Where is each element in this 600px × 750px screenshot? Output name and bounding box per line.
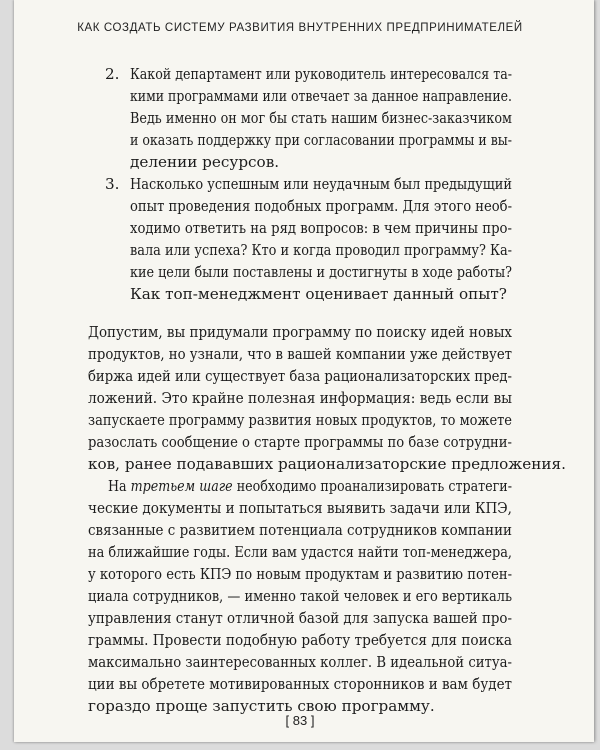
paragraph-line: управления станут отличной базой для запуска вашей про- xyxy=(88,609,512,627)
paragraph-first-line xyxy=(108,476,512,496)
text-run: На xyxy=(108,477,131,495)
italic-emphasis: третьем шаге xyxy=(130,477,233,495)
list-line: Ведь именно он мог бы стать нашим бизнес-заказчиком xyxy=(130,109,512,127)
paragraph-line: биржа идей или существует база рационализаторских пред- xyxy=(88,367,512,385)
list-line: делении ресурсов. xyxy=(130,153,280,171)
paragraph-line: циала сотрудников, — именно такой человек и его вертикаль xyxy=(88,587,512,605)
paragraph-line: разослать сообщение о старте программы по базе сотрудни- xyxy=(88,433,512,451)
paragraph-line: Допустим, вы придумали программу по поиску идей новых xyxy=(88,323,512,341)
list-line: кие цели были поставлены и достигнуты в ходе работы? xyxy=(130,263,512,281)
paragraph-line: ложений. Это крайне полезная информация: ведь если вы xyxy=(88,389,512,407)
paragraph-line: на ближайшие годы. Если вам удастся найти топ-менеджера, xyxy=(88,543,512,561)
paragraph-line: связанные с развитием потенциала сотрудников компании xyxy=(88,521,512,539)
paragraph-line: ческие документы и попытаться выявить задачи или КПЭ, xyxy=(88,499,512,517)
list-line: кими программами или отвечает за данное направление. xyxy=(130,87,512,105)
list-line: вала или успеха? Кто и когда проводил программу? Ка- xyxy=(130,241,512,259)
list-line: ходимо ответить на ряд вопросов: в чем причины про- xyxy=(130,219,512,237)
list-line: Какой департамент или руководитель интересовался та- xyxy=(130,65,512,83)
page-number: [ 83 ] xyxy=(285,713,315,728)
running-head: КАК СОЗДАТЬ СИСТЕМУ РАЗВИТИЯ ВНУТРЕННИХ ПРЕДПРИНИМАТЕЛЕЙ xyxy=(77,22,523,34)
paragraph-line: ков, ранее подававших рационализаторские предложения. xyxy=(88,455,566,473)
list-line: опыт проведения подобных программ. Для этого необ- xyxy=(130,197,512,215)
paragraph-line: граммы. Провести подобную работу требуется для поиска xyxy=(88,631,512,649)
list-number: 2. xyxy=(105,65,120,83)
list-number: 3. xyxy=(105,175,120,193)
paragraph-line: максимально заинтересованных коллег. В идеальной ситуа- xyxy=(88,653,512,671)
paragraph-line: у которого есть КПЭ по новым продуктам и развитию потен- xyxy=(88,565,512,583)
paragraph-line: продуктов, но узнали, что в вашей компании уже действует xyxy=(88,345,512,363)
list-line: и оказать поддержку при согласовании программы и вы- xyxy=(130,131,512,149)
paragraph-line: запускаете программу развития новых продуктов, то можете xyxy=(88,411,512,429)
text-run: необходимо проанализировать стратеги- xyxy=(232,477,512,495)
list-line: Насколько успешным или неудачным был предыдущий xyxy=(130,175,512,193)
paragraph-line: гораздо проще запустить свою программу. xyxy=(88,697,435,715)
paragraph-line: ции вы обретете мотивированных сторонников и вам будет xyxy=(88,675,512,693)
list-line: Как топ-менеджмент оценивает данный опыт? xyxy=(130,285,507,303)
